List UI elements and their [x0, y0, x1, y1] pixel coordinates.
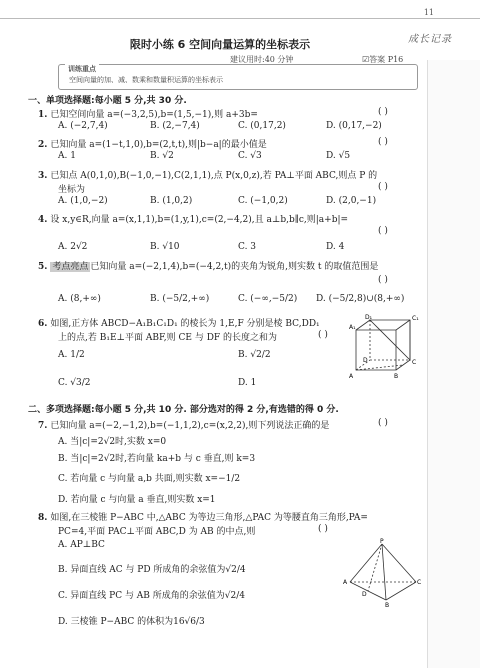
q5-option-c: C. (−∞,−5/2)	[238, 294, 298, 304]
question-8: 8. 如图,在三棱锥 P−ABC 中,△ABC 为等边三角形,△PAC 为等腰直角三角形,PA=	[38, 513, 368, 523]
q1-option-d: D. (0,17,−2)	[326, 121, 382, 131]
tag-badge: 考点亮点	[52, 262, 89, 272]
answer-paren-2: ( )	[378, 137, 388, 147]
answer-ref: ☑答案 P16	[362, 55, 404, 64]
question-3: 3. 已知点 A(0,1,0),B(−1,0,−1),C(2,1,1),点 P(x,0,z),若 PA⊥平面 ABC,则点 P 的	[38, 171, 378, 181]
question-2: 2. 已知向量 a=(1−t,1,0),b=(2,t,t),则|b−a|的最小值是	[38, 140, 267, 150]
q4-option-d: D. 4	[326, 242, 345, 252]
q5-option-d: D. (−5/2,8)∪(8,+∞)	[316, 294, 405, 304]
answer-paren-6: ( )	[318, 330, 328, 340]
q1-option-b: B. (2,−7,4)	[150, 121, 200, 131]
q5-option-a: A. (8,+∞)	[58, 294, 101, 304]
svg-text:D: D	[362, 591, 367, 598]
logo: 成长记录	[408, 34, 452, 45]
top-rule	[0, 18, 480, 19]
question-6-line2: 上的点,若 B₁E⊥平面 ABF,则 CE 与 DF 的长度之和为	[58, 333, 278, 343]
answer-paren-5: ( )	[378, 275, 388, 285]
q3-option-a: A. (1,0,−2)	[58, 196, 108, 206]
section-heading-1: 一、单项选择题:每小题 5 分,共 30 分.	[28, 96, 187, 106]
side-margin	[427, 60, 480, 668]
answer-paren-4: ( )	[378, 226, 388, 236]
svg-text:C: C	[412, 359, 417, 366]
svg-text:C: C	[417, 579, 422, 586]
q1-option-a: A. (−2,7,4)	[58, 121, 108, 131]
question-8-line2: PC=4,平面 PAC⊥平面 ABC,D 为 AB 的中点,则	[58, 527, 256, 537]
q8-option-c: C. 异面直线 PC 与 AB 所成角的余弦值为√2/4	[58, 591, 246, 601]
q8-option-a: A. AP⊥BC	[58, 540, 105, 550]
q7-option-d: D. 若向量 c 与向量 a 垂直,则实数 x=1	[58, 495, 216, 505]
focus-tag: 训练重点	[65, 64, 99, 74]
q5-option-b: B. (−5/2,+∞)	[150, 294, 210, 304]
svg-text:P: P	[380, 538, 384, 545]
q3-option-b: B. (1,0,2)	[150, 196, 193, 206]
q6-option-b: B. √2/2	[238, 350, 271, 360]
q2-option-a: A. 1	[58, 151, 76, 161]
q2-option-c: C. √3	[238, 151, 262, 161]
q6-option-c: C. √3/2	[58, 378, 91, 388]
answer-paren-1: ( )	[378, 107, 388, 117]
answer-paren-8: ( )	[318, 524, 328, 534]
q4-option-b: B. √10	[150, 242, 180, 252]
q3-option-d: D. (2,0,−1)	[326, 196, 377, 206]
pyramid-figure	[342, 538, 422, 608]
focus-box	[58, 64, 418, 90]
page-title: 限时小练 6 空间向量运算的坐标表示	[129, 38, 311, 51]
q4-option-a: A. 2√2	[58, 242, 88, 252]
q8-option-b: B. 异面直线 AC 与 PD 所成角的余弦值为√2/4	[58, 565, 246, 575]
answer-paren-7: ( )	[378, 418, 388, 428]
svg-text:D₁: D₁	[365, 314, 373, 321]
q7-option-a: A. 当|c|=2√2时,实数 x=0	[58, 437, 167, 447]
q3-option-c: C. (−1,0,2)	[238, 196, 288, 206]
svg-text:B: B	[385, 602, 390, 608]
question-5: 5. 考点亮点 已知向量 a=(−2,1,4),b=(−4,2,t)的夹角为锐角,则实数 t 的取值范围是	[38, 262, 379, 272]
svg-text:A: A	[349, 373, 354, 380]
question-1: 1. 已知空间向量 a=(−3,2,5),b=(1,5,−1),则 a+3b=	[38, 110, 258, 120]
cube-figure	[348, 312, 423, 382]
q7-option-b: B. 当|c|=2√2时,若向量 ka+b 与 c 垂直,则 k=3	[58, 454, 256, 464]
section-heading-2: 二、多项选择题:每小题 5 分,共 10 分. 部分选对的得 2 分,有选错的得 0 分.	[28, 405, 339, 415]
svg-text:A₁: A₁	[349, 324, 356, 331]
q2-option-b: B. √2	[150, 151, 174, 161]
q6-option-a: A. 1/2	[58, 350, 85, 360]
q1-option-c: C. (0,17,2)	[238, 121, 286, 131]
suggested-time: 建议用时:40 分钟	[230, 55, 294, 64]
question-3-line2: 坐标为	[58, 185, 86, 195]
focus-text: 空间向量的加、减、数乘和数量积运算的坐标表示	[69, 76, 223, 84]
q2-option-d: D. √5	[326, 151, 351, 161]
svg-text:C₁: C₁	[412, 315, 419, 322]
svg-text:B: B	[394, 373, 399, 380]
question-7: 7. 已知向量 a=(−2,−1,2),b=(−1,1,2),c=(x,2,2),则下列说法正确的是	[38, 421, 330, 431]
q6-option-d: D. 1	[238, 378, 257, 388]
answer-paren-3: ( )	[378, 182, 388, 192]
question-4: 4. 设 x,y∈R,向量 a=(x,1,1),b=(1,y,1),c=(2,−4,2),且 a⊥b,b∥c,则|a+b|=	[38, 215, 349, 225]
q8-option-d: D. 三棱锥 P−ABC 的体积为16√6/3	[58, 617, 205, 627]
q4-option-c: C. 3	[238, 242, 257, 252]
q7-option-c: C. 若向量 c 与向量 a,b 共面,则实数 x=−1/2	[58, 474, 241, 484]
question-6: 6. 如图,正方体 ABCD−A₁B₁C₁D₁ 的棱长为 1,E,F 分别是棱 BC,DD₁	[38, 319, 320, 329]
page-number: 11	[420, 8, 438, 17]
svg-text:D: D	[363, 357, 368, 364]
svg-text:A: A	[343, 579, 348, 586]
